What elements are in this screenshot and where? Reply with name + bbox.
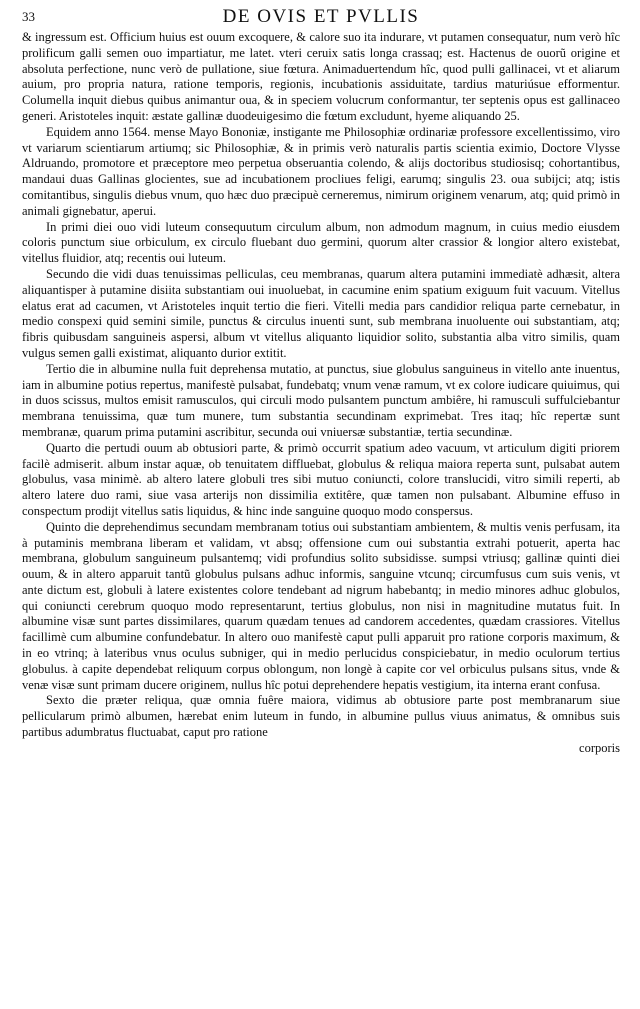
paragraph-intro: & ingressum est. Officium huius est ouum excoquere, & calore suo ita indurare, vt putamen consequatur, num verò hîc prolificum galli semen ouo impartiatur, me latet. vteri ceruix satis longa crassaq; est. Hactenus de ouorũ origine et absoluta perfectione, nunc verò de pullatione, siue fœtura. Animaduertendum hîc, quod pulli gallinacei, vt et aliarum auium, pro propria natura, ratione temporis, regionis, incubationis assiduitate, tardius maturiúsue efformentur. Columella inquit diebus quibus animantur oua, & in speciem volucrum conformantur, ter septenis opus est gallinaceo generi. Aristoteles inquit: æstate gallinæ duodeuigesimo die fœtum excludunt, hyeme aliquando 25. xyxy=(22,30,620,123)
paragraph-equidem: Equidem anno 1564. mense Mayo Bononiæ, instigante me Philosophiæ ordinariæ professore excellentissimo, viro vt variarum scientiarum artiumq; sic Philosophiæ, & in primis verò naturalis partis scientia eximio, Doctore Vlysse Aldruando, promotore et præceptore meo perpetua obseruantia colendo, & alijs doctoribus studiosisq; cohortantibus, mandaui duas Gallinas glocientes, sue ad incubationem procliues feligi, earumq; singulis 23. oua subijci; atq; istis comitantibus, singulis diebus vnum, quo hæc duo præcipuè cerneremus, nimirum originem venarum, atq; quid primò in animali gignebatur, aperui. xyxy=(22,124,620,218)
paragraph-quarto-die: Quarto die pertudi ouum ab obtusiori parte, & primò occurrit spatium adeo vacuum, vt articulum digiti priorem facilè admiserit. album instar aquæ, ob tenuitatem diffluebat, globulus & reliqua maiora reperta sunt, pulsabat autem globulus, vasa minimè. ab altero latere globuli tres sibi mutuo coniuncti, colore translucidi, vitro simili reperti, ab altero latere duo rami, siue vasa arterijs non dissimilia extitêre, quæ tamen non pulsabant. Albumine effuso in conspectum prodijt vitellus satis liquidus, & hinc inde sanguine quoquo modo conspersus. xyxy=(22,440,620,518)
running-header xyxy=(22,4,620,30)
body-text xyxy=(22,30,620,741)
paragraph-tertio-die: Tertio die in albumine nulla fuit deprehensa mutatio, at punctus, siue globulus sanguineus in vitello ante inuentus, iam in albumine potius repertus, manifestè pulsabat, fundebatq; vnum venæ ramum, vt ex colore iudicare quiuimus, qui in duos scissus, multos emisit ramusculos, qui circuli modo pulsantem punctum ambiêre, hi ramusculi suffulciebantur membrana tenuissima, quæ tum munere, tum substantia secundinam exprimebat. Tres itaq; hîc repertæ sunt membranæ, quarum prima putamini ascribitur, secunda oui vniuersæ substantiæ, tertia secundinæ. xyxy=(22,361,620,439)
paragraph-sexto-die: Sexto die præter reliqua, quæ omnia fuêre maiora, vidimus ab obtusiore parte post membranarum siue pellicularum primò albumen, hærebat enim luteum in fundo, in albumine pullus viuus animatus, & omnibus suis partibus adumbratus fluctuabat, caput pro ratione xyxy=(22,693,620,740)
running-title: DE OVIS ET PVLLIS xyxy=(222,6,420,27)
catchword: corporis xyxy=(579,740,620,755)
paragraph-quinto-die: Quinto die deprehendimus secundam membranam totius oui substantiam ambientem, & multis venis perfusam, ita à putaminis membrana liberam et validam, vt absq; offensione cum oui substantia extrahi potuerit, aperta hac membrana, globulum sanguineum pulsantemq; vidi profundius solito subsidisse. sumpsi vtriusq; gallinæ quinti diei ouum, & in altero apparuit tantũ globulus pulsans adhuc informis, sanguine vtcunq; circumfusus cum suis venis, vt ante dictum est, globuli à latere existentes colore tendebant ad nigrum habebantq; in medio minores adhuc globulos, qui coniuncti cerebrum quoquo modo representarunt, tertius globulus, non nisi in magnitudine mutatus fuit. In albumine visæ sunt partes dissimilares, quarum quædam tenues ad candorem accedentes, quædam crassiores. Vitellus facillimè cum albumine confundebatur. In altero ouo manifestè caput pulli apparuit pro ratione corporis maximum, & in eo vtrinq; à lateribus vnus oculus subniger, qui in medio perlucidus conspiciebatur, in medio oculorum tertius globulus. à capite dependebat reliquum corpus oblongum, non longè à capite cor vel orbiculus pulsans situs, vnde & venæ visæ sunt primam ducere originem, nullus hîc potui deprehendere hepatis vestigium, ita interna erant confusa. xyxy=(22,519,620,692)
paragraph-secundo-die: Secundo die vidi duas tenuissimas pelliculas, ceu membranas, quarum altera putamini immediatè adhæsit, altera aliquantisper à putamine disiita substantiam oui inuoluebat, in cacumine enim spatium exiguum fuit vacuum. Vitellus elatus erat ad cacumen, vt Aristoteles inquit tertio die fieri. Vitelli media pars candidior reliqua parte cernebatur, in medio conspexi quid semini simile, punctus & circulus inuenti sunt, sub membrana inuoluente oui substantiam, atq; fibris quibusdam sanguineis aspersi, album vt vitellus aliquanto liquidior solito, substantia alba vitro similis, quam vulgus semen galli existimat, aliquanto durior extitit. xyxy=(22,266,620,360)
page-number: 33 xyxy=(22,9,35,24)
paragraph-primi-diei: In primi diei ouo vidi luteum consequutum circulum album, non admodum magnum, in cuius medio eiusdem coloris punctum siue orbiculum, ex circulo fluebant duo germini, quorum alter crassior & longior altero existebat, vitellus fluidior, atq; recentis oui luteum. xyxy=(22,219,620,266)
